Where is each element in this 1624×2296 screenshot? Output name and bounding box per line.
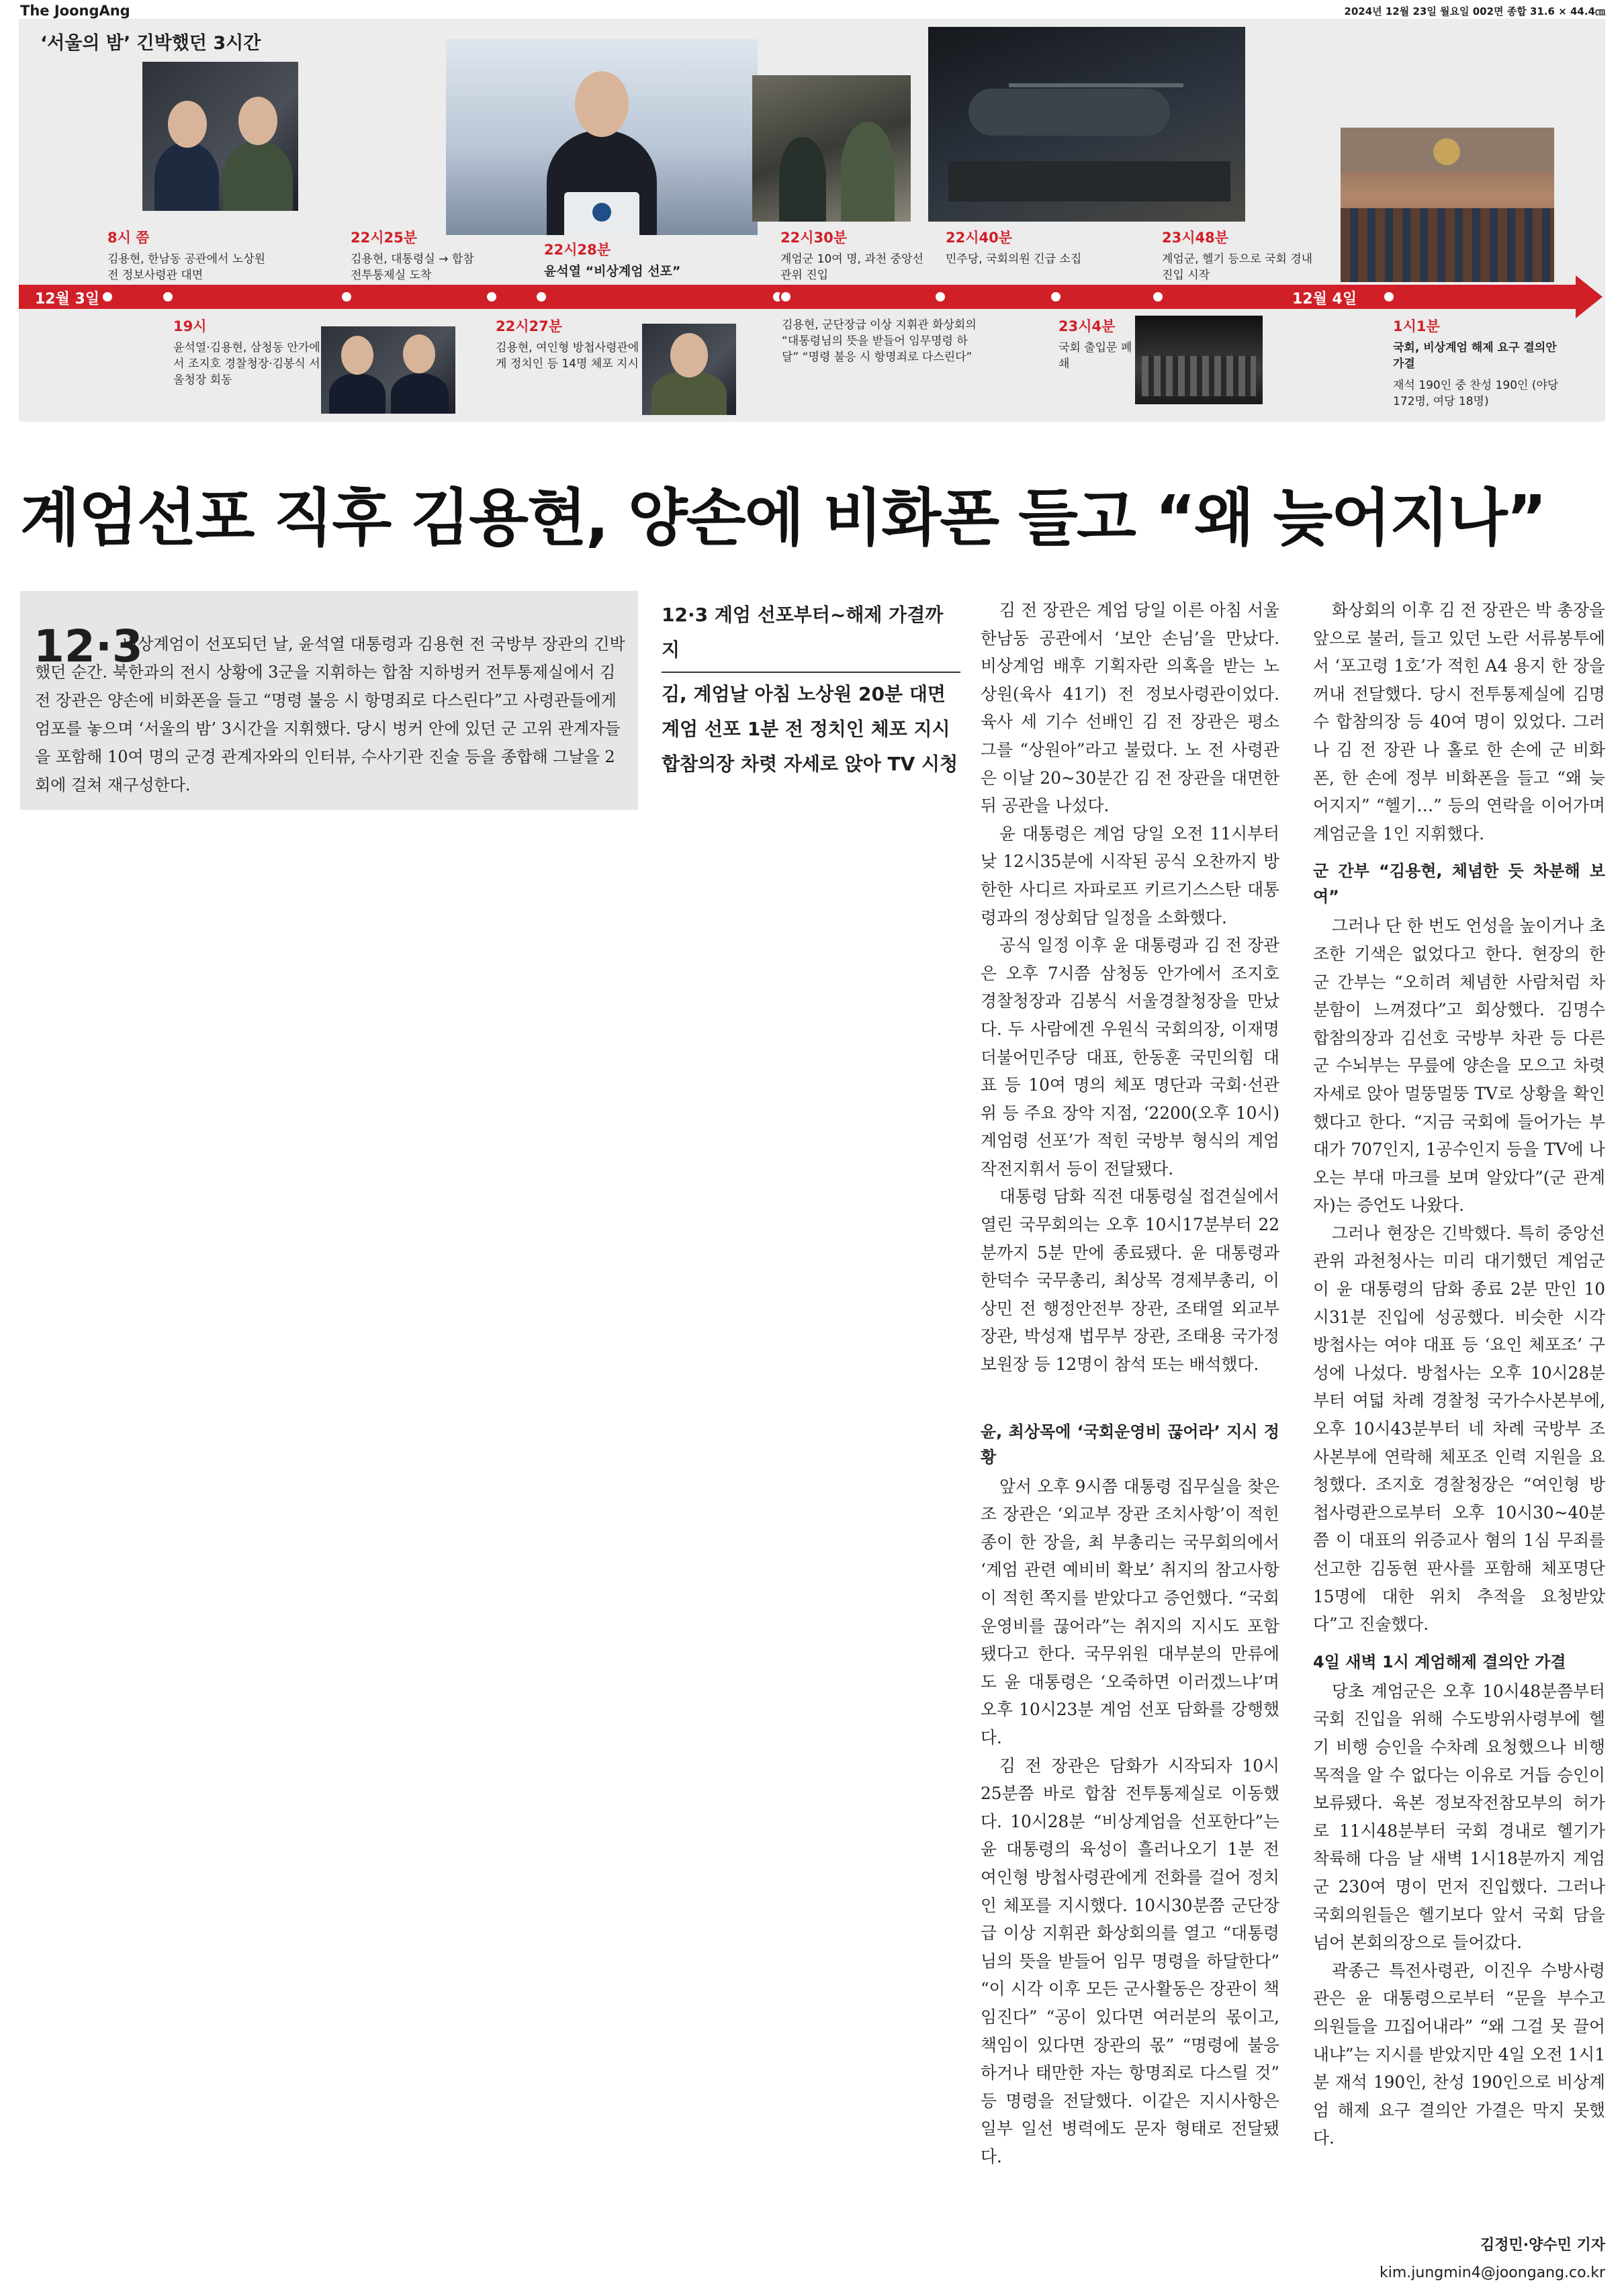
event-desc: 민주당, 국회의원 긴급 소집 — [946, 252, 1082, 266]
event-2304 — [1058, 316, 1132, 372]
paragraph: 윤 대통령은 계엄 당일 오전 11시부터 낮 12시35분에 시작된 공식 오찬까지 방한한 사디르 자파로프 키르기스스탄 대통령과의 정상회담 일정을 소화했다. — [981, 823, 1279, 927]
section-heading: 4일 새벽 1시 계엄해제 결의안 가결 — [1313, 1652, 1566, 1671]
event-time: 22시30분 — [780, 230, 848, 246]
event-0800 — [107, 227, 275, 283]
event-2348 — [1162, 227, 1323, 283]
date-label-dec4: 12월 4일 — [1292, 291, 1357, 308]
lead-text: 비상계엄이 선포되던 날, 윤석열 대통령과 김용현 전 국방부 장관의 긴박했던 순간. 북한과의 전시 상황에 3군을 지휘하는 합참 지하벙커 전투통제실에서 김 전 장관은 양손에 비화폰을 들고 “명령 불응 시 항명죄로 다스린다”고 사령관들에게 엄포를 놓으며 ‘서울의 밤’ 3시간을 지휘했다. 당시 벙커 안에 있던 군 고위 관계자들을 포함해 10여 명의 군경 관계자와의 인터뷰, 수사기관 진술 등을 종합해 그날을 2회에 걸쳐 재구성한다. — [35, 635, 625, 794]
event-commanders-meeting — [782, 317, 983, 365]
paragraph: 그러나 단 한 번도 언성을 높이거나 초조한 기색은 없었다고 한다. 현장의 한 군 간부는 “오히려 체념한 사람처럼 차분함이 느껴졌다”고 회상했다. 김명수 합참의장과 김선호 국방부 차관 등 다른 군 수뇌부는 무릎에 양손을 모으고 차렷 자세로 앉아 멀뚱멀뚱 TV로 상황을 확인했다고 한다. “지금 국회에 들어가는 부대가 707인지, 1공수인지 등을 TV에 나오는 부대 마크를 보며 알았다”(군 관계자)는 증언도 나왔다. — [1313, 916, 1605, 1215]
photo-kim-yonghyun-noh-sangwon — [142, 62, 298, 211]
paragraph: 김 전 장관은 계엄 당일 이른 아침 서울 한남동 공관에서 ‘보안 손님’을 만났다. 비상계엄 배후 기획자란 의혹을 받는 노상원(육사 41기) 전 정보사령관이었다. 육사 세 기수 선배인 김 전 장관은 평소 그를 “상원아”라고 불렀다. 노 전 사령관은 이날 20~30분간 김 전 장관을 대면한 뒤 공관을 나섰다. — [981, 600, 1279, 816]
article-column-2 — [1313, 596, 1605, 2152]
event-desc: 국회, 비상계엄 해제 요구 결의안 가결 — [1393, 341, 1557, 371]
timeline-dot — [340, 290, 353, 304]
event-time: 22시27분 — [496, 318, 563, 334]
event-time: 1시1분 — [1393, 318, 1440, 334]
event-desc: 김용현, 대통령실 → 합참 전투통제실 도착 — [351, 252, 474, 282]
timeline-title: ‘서울의 밤’ 긴박했던 3시간 — [40, 33, 261, 54]
timeline-dot — [1049, 290, 1063, 304]
event-desc: 윤석열 “비상계엄 선포” — [544, 264, 681, 279]
event-desc: 계엄군, 헬기 등으로 국회 경내 진입 시작 — [1162, 252, 1313, 282]
article-column-1 — [981, 596, 1279, 2170]
event-time: 22시25분 — [351, 230, 418, 246]
reporter-email[interactable]: kim.jungmin4@joongang.co.kr — [1380, 2264, 1605, 2281]
event-2227 — [496, 316, 643, 372]
date-label-dec3: 12월 3일 — [35, 291, 100, 308]
timeline-dot — [485, 290, 498, 304]
event-time: 22시28분 — [544, 242, 611, 258]
subhead-1: 12·3 계엄 선포부터~해제 가결까지 — [662, 598, 960, 673]
event-2228 — [544, 239, 739, 279]
section-heading: 윤, 최상목에 ‘국회운영비 끊어라’ 지시 정황 — [981, 1422, 1279, 1467]
timeline-dot — [934, 290, 947, 304]
event-desc: 국회 출입문 폐쇄 — [1058, 341, 1132, 371]
event-1900 — [173, 316, 321, 388]
event-desc: 계엄군 10여 명, 과천 중앙선관위 진입 — [780, 252, 923, 282]
paragraph: 그러나 현장은 긴박했다. 특히 중앙선관위 과천청사는 미리 대기했던 계엄군이 윤 대통령의 담화 종료 2분 만인 10시31분 진입에 성공했다. 비슷한 시각 방첩사는 여야 대표 등 ‘요인 체포조’ 구성에 나섰다. 방첩사는 오후 10시28분부터 여덟 차례 경찰청 국가수사본부에, 오후 10시43분부터 네 차례 국방부 조사본부에 연락해 체포조 인력 지원을 요청했다. 조지호 경찰청장은 “여인형 방첩사령관으로부터 오후 10시30~40분쯤 이 대표의 위증교사 혐의 1심 무죄를 선고한 김동현 판사를 포함해 체포명단 15명에 대한 위치 추적을 요청받았다”고 진술했다. — [1313, 1223, 1605, 1635]
paragraph: 대통령 담화 직전 대통령실 접견실에서 열린 국무회의는 오후 10시17분부터 22분까지 5분 만에 종료됐다. 윤 대통령과 한덕수 국무총리, 최상목 경제부총리, 이상민 전 행정안전부 장관, 조태열 외교부 장관, 박성재 법무부 장관, 조태용 국가정보원장 등 12명이 참석 또는 배석했다. — [981, 1187, 1279, 1375]
timeline-dot — [1382, 290, 1396, 304]
timeline-dot — [535, 290, 548, 304]
paragraph: 앞서 오후 9시쯤 대통령 집무실을 찾은 조 장관은 ‘외교부 장관 조치사항’이 적힌 종이 한 장을, 최 부총리는 국무회의에서 ‘계엄 관련 예비비 확보’ 취지의 참고사항이 적힌 쪽지를 받았다고 증언했다. “국회 운영비를 끊어라”는 취지의 지시도 포함됐다고 한다. 국무위원 대부분의 만류에도 윤 대통령은 ‘오죽하면 이러겠느냐’며 오후 10시23분 계엄 선포 담화를 강행했다. — [981, 1476, 1279, 1747]
photo-helicopter — [928, 27, 1245, 222]
event-time: 22시40분 — [946, 230, 1013, 246]
event-2240 — [946, 227, 1093, 267]
paragraph: 화상회의 이후 김 전 장관은 박 총장을 앞으로 불러, 들고 있던 노란 서류봉투에서 ‘포고령 1호’가 적힌 A4 용지 한 장을 꺼내 전달했다. 당시 전투통제실에 김명수 합참의장 등 40여 명이 있었다. 그러나 김 전 장관 나 홀로 한 손에 군 비화폰, 한 손에 정부 비화폰을 들고 “왜 늦어지지” “헬기…” 등의 연락을 이어가며 계엄군을 1인 지휘했다. — [1313, 600, 1605, 843]
page-info: 2024년 12월 23일 월요일 002면 종합 31.6 × 44.4㎝ — [1344, 5, 1605, 17]
photo-nec-cctv — [752, 75, 911, 222]
event-2225 — [351, 227, 485, 283]
byline: 김정민·양수민 기자 — [1480, 2237, 1605, 2254]
event-time: 19시 — [173, 318, 207, 334]
event-desc: 김용현, 한남동 공관에서 노상원 전 정보사령관 대면 — [107, 252, 266, 282]
event-detail: 재석 190인 중 찬성 190인 (야당 172명, 여당 18명) — [1393, 379, 1559, 408]
event-desc: 김용현, 여인형 방첩사령관에게 정치인 등 14명 체포 지시 — [496, 341, 639, 371]
photo-yoon-announcement — [446, 39, 758, 235]
timeline-arrow-head — [1576, 275, 1603, 318]
photo-national-assembly — [1341, 128, 1554, 282]
event-time: 8시 쯤 — [107, 230, 150, 246]
photo-assembly-gate — [1135, 316, 1263, 404]
timeline-dot — [1151, 290, 1165, 304]
event-desc: 김용현, 군단장급 이상 지휘관 화상회의 “대통령님의 뜻을 받들어 임무명령 하달” “명령 불응 시 항명죄로 다스린다” — [782, 318, 977, 364]
headline: 계엄선포 직후 김용현, 양손에 비화폰 들고 “왜 늦어지나” — [20, 482, 1546, 554]
timeline-dot — [161, 290, 175, 304]
photo-cho-jiho-kim-bongsik — [321, 326, 455, 414]
paragraph: 당초 계엄군은 오후 10시48분쯤부터 국회 진입을 위해 수도방위사령부에 헬기 비행 승인을 수차례 요청했으나 비행 목적을 알 수 없다는 이유로 거듭 승인이 보류됐다. 육본 정보작전참모부의 허가로 11시48분부터 국회 경내로 헬기가 착륙해 다음 날 새벽 1시18분까지 계엄군 230여 명이 먼저 진입했다. 그러나 국회의원들은 헬기보다 앞서 국회 담을 넘어 본회의장으로 들어갔다. — [1313, 1681, 1605, 1953]
event-desc: 윤석열·김용현, 삼청동 안가에서 조지호 경찰청장·김봉식 서울청장 회동 — [173, 341, 320, 387]
paragraph: 공식 일정 이후 윤 대통령과 김 전 장관은 오후 7시쯤 삼청동 안가에서 조지호 경찰청장과 김봉식 서울경찰청장을 만났다. 두 사람에겐 우원식 국회의장, 이재명 더불어민주당 대표, 한동훈 국민의힘 대표 등 10여 명의 체포 명단과 국회·선관위 등 주요 장악 지점, ‘2200(오후 10시) 계엄령 선포’가 적힌 국방부 형식의 계엄 작전지휘서 등이 전달됐다. — [981, 935, 1279, 1179]
event-time: 23시4분 — [1058, 318, 1116, 334]
event-2230 — [780, 227, 928, 283]
timeline-dot — [779, 290, 793, 304]
subhead-2: 김, 계엄날 아침 노상원 20분 대면 — [662, 683, 946, 705]
lead-number: 12·3 — [34, 621, 143, 672]
event-time: 23시48분 — [1162, 230, 1229, 246]
subhead-4: 합참의장 차렷 자세로 앉아 TV 시청 — [662, 753, 958, 775]
subhead-3: 계엄 선포 1분 전 정치인 체포 지시 — [662, 718, 950, 740]
paragraph: 김 전 장관은 담화가 시작되자 10시 25분쯤 바로 합참 전투통제실로 이동했다. 10시28분 “비상계엄을 선포한다”는 윤 대통령의 육성이 흘러나오기 1분 전 여인형 방첩사령관에게 전화를 걸어 정치인 체포를 지시했다. 10시30분쯤 군단장급 이상 지휘관 화상회의를 열고 “대통령님의 뜻을 받들어 임무 명령을 하달한다” “이 시각 이후 모든 군사활동은 장관이 책임진다” “공이 있다면 여러분의 몫이고, 책임이 있다면 장관의 몫” “명령에 불응하거나 태만한 자는 항명죄로 다스릴 것” 등 명령을 전달했다. 이같은 지시사항은 일부 일선 병력에도 문자 형태로 전달됐다. — [981, 1755, 1279, 2166]
subheads — [662, 598, 960, 782]
event-0101 — [1393, 316, 1568, 410]
masthead: The JoongAng — [20, 3, 130, 19]
timeline-dot — [101, 290, 114, 304]
photo-yeo-inhyung — [642, 324, 736, 415]
paragraph: 곽종근 특전사령관, 이진우 수방사령관은 윤 대통령으로부터 “문을 부수고 의원들을 끄집어내라” “왜 그걸 못 끌어내냐”는 지시를 받았지만 4일 오전 1시1분 재석 190인, 찬성 190인으로 비상계엄 해제 요구 결의안 가결은 막지 못했다. — [1313, 1960, 1605, 2148]
section-heading: 군 간부 “김용현, 체념한 듯 차분해 보여” — [1313, 862, 1605, 907]
